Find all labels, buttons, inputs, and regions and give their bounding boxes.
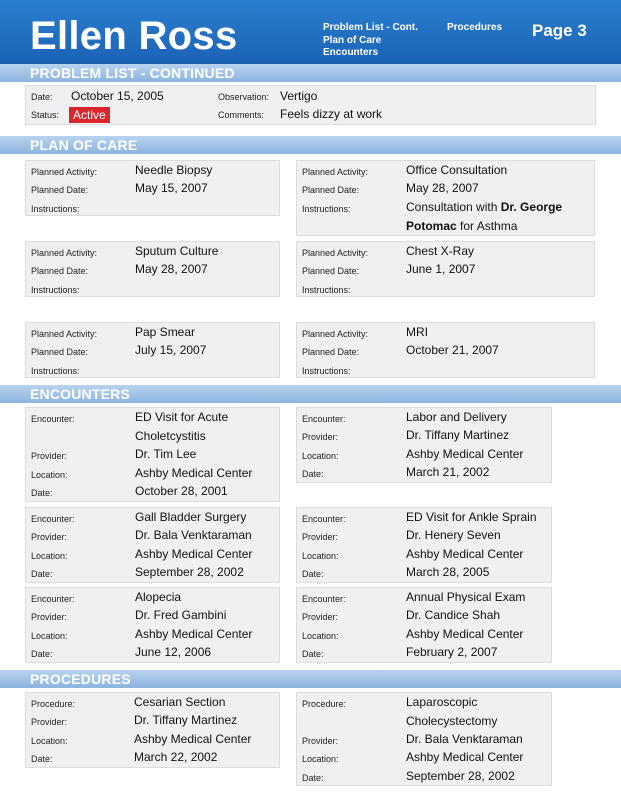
- planned-activity-label: Planned Activity:: [31, 329, 98, 339]
- section-title: PROBLEM LIST - CONTINUED: [30, 65, 235, 81]
- status-label: Status:: [31, 110, 60, 120]
- location-label: Location:: [31, 631, 68, 641]
- section-header-procedures: [0, 670, 621, 688]
- planned-activity-label: Planned Activity:: [302, 167, 369, 177]
- planned-date: May 15, 2007: [135, 181, 208, 195]
- comments-label: Comments:: [218, 110, 265, 120]
- page-header: [0, 0, 621, 64]
- procedure-card: [296, 692, 552, 786]
- encounter-name: Annual Physical Exam: [406, 590, 526, 604]
- section-title: PROCEDURES: [30, 671, 131, 687]
- plan-card: [296, 160, 595, 236]
- problem-card: [25, 85, 596, 125]
- patient-name: Ellen Ross: [30, 14, 238, 58]
- section-header-problem-list: [0, 64, 621, 82]
- encounter-name: Alopecia: [135, 590, 182, 604]
- plan-card: [25, 322, 280, 378]
- location-value: Ashby Medical Center: [406, 627, 524, 641]
- date-label: Date:: [302, 569, 324, 579]
- date-label: Date:: [31, 649, 53, 659]
- procedure-label: Procedure:: [302, 699, 347, 709]
- provider-value: Dr. Bala Venktaraman: [406, 732, 523, 746]
- plan-card: [296, 241, 595, 297]
- location-value: Ashby Medical Center: [135, 627, 253, 641]
- location-value: Ashby Medical Center: [406, 547, 524, 561]
- provider-value: Dr. Candice Shah: [406, 608, 501, 622]
- date-label: Date:: [31, 569, 53, 579]
- location-label: Location:: [302, 551, 339, 561]
- location-label: Location:: [31, 551, 68, 561]
- provider-label: Provider:: [31, 532, 68, 542]
- date-label: Date:: [302, 649, 324, 659]
- encounter-label: Encounter:: [31, 514, 75, 524]
- planned-date-label: Planned Date:: [302, 185, 360, 195]
- nav-link-procedures[interactable]: Procedures: [447, 22, 503, 33]
- encounter-label: Encounter:: [31, 414, 75, 424]
- date-value: September 28, 2002: [406, 769, 515, 783]
- planned-activity: MRI: [406, 325, 428, 339]
- encounter-card: [296, 587, 552, 663]
- planned-activity: Office Consultation: [406, 163, 508, 177]
- date-label: Date:: [31, 92, 53, 102]
- procedure-card: [25, 692, 280, 768]
- planned-date-label: Planned Date:: [31, 266, 89, 276]
- date-value: October 28, 2001: [135, 484, 228, 498]
- nav-link-encounters[interactable]: Encounters: [323, 47, 379, 58]
- date-value: February 2, 2007: [406, 645, 498, 659]
- encounter-card: [25, 507, 280, 583]
- section-header-plan-of-care: [0, 136, 621, 154]
- nav-link-problem-list[interactable]: Problem List - Cont.: [323, 22, 418, 33]
- location-label: Location:: [31, 736, 68, 746]
- planned-date: May 28, 2007: [135, 262, 208, 276]
- encounter-name: Gall Bladder Surgery: [135, 510, 247, 524]
- date-label: Date:: [31, 754, 53, 764]
- instructions-label: Instructions:: [31, 366, 80, 376]
- page-number: Page 3: [532, 21, 587, 40]
- date-value: March 22, 2002: [134, 750, 218, 764]
- provider-value: Dr. Tiffany Martinez: [134, 713, 238, 727]
- provider-value: Dr. Henery Seven: [406, 528, 501, 542]
- encounter-label: Encounter:: [302, 514, 346, 524]
- provider-label: Provider:: [302, 736, 339, 746]
- planned-activity-label: Planned Activity:: [302, 248, 369, 258]
- instructions-label: Instructions:: [302, 204, 351, 214]
- encounter-label: Encounter:: [31, 594, 75, 604]
- planned-activity-label: Planned Activity:: [302, 329, 369, 339]
- planned-activity: Pap Smear: [135, 325, 196, 339]
- comments-value: Feels dizzy at work: [280, 107, 383, 121]
- date-label: Date:: [31, 488, 53, 498]
- location-label: Location:: [302, 451, 339, 461]
- provider-label: Provider:: [302, 432, 339, 442]
- planned-date: May 28, 2007: [406, 181, 479, 195]
- provider-value: Dr. Tim Lee: [135, 447, 197, 461]
- location-value: Ashby Medical Center: [406, 447, 524, 461]
- date-value: March 28, 2005: [406, 565, 490, 579]
- provider-label: Provider:: [302, 612, 339, 622]
- instructions-label: Instructions:: [302, 285, 351, 295]
- encounter-card: [25, 407, 280, 502]
- planned-date: July 15, 2007: [135, 343, 207, 357]
- location-value: Ashby Medical Center: [135, 547, 253, 561]
- date-label: Date:: [302, 773, 324, 783]
- provider-label: Provider:: [31, 612, 68, 622]
- planned-date-label: Planned Date:: [302, 266, 360, 276]
- provider-value: Dr. Fred Gambini: [135, 608, 227, 622]
- planned-date-label: Planned Date:: [31, 347, 89, 357]
- encounter-name: Labor and Delivery: [406, 410, 507, 424]
- section-title: PLAN OF CARE: [30, 137, 138, 153]
- encounter-card: [296, 507, 552, 583]
- observation-value: Vertigo: [280, 89, 318, 103]
- instructions-label: Instructions:: [302, 366, 351, 376]
- planned-activity-label: Planned Activity:: [31, 248, 98, 258]
- location-value: Ashby Medical Center: [135, 466, 253, 480]
- procedure-name: Cesarian Section: [134, 695, 226, 709]
- instructions-label: Instructions:: [31, 204, 80, 214]
- encounter-card: [296, 407, 552, 483]
- planned-activity-label: Planned Activity:: [31, 167, 98, 177]
- provider-label: Provider:: [31, 451, 68, 461]
- procedure-label: Procedure:: [31, 699, 76, 709]
- plan-card: [25, 160, 280, 216]
- status-badge: Active: [69, 107, 110, 123]
- planned-activity: Needle Biopsy: [135, 163, 213, 177]
- provider-label: Provider:: [31, 717, 68, 727]
- planned-date-label: Planned Date:: [31, 185, 89, 195]
- provider-value: Dr. Tiffany Martinez: [406, 428, 510, 442]
- planned-activity: Sputum Culture: [135, 244, 219, 258]
- section-header-encounters: [0, 385, 621, 403]
- problem-date: October 15, 2005: [71, 89, 164, 103]
- location-value: Ashby Medical Center: [134, 732, 252, 746]
- date-value: June 12, 2006: [135, 645, 212, 659]
- observation-label: Observation:: [218, 92, 270, 102]
- procedure-name: Laparoscopic Cholecystectomy: [406, 695, 498, 728]
- location-value: Ashby Medical Center: [406, 750, 524, 764]
- location-label: Location:: [31, 470, 68, 480]
- planned-date: June 1, 2007: [406, 262, 476, 276]
- location-label: Location:: [302, 631, 339, 641]
- section-title: ENCOUNTERS: [30, 386, 131, 402]
- encounter-name: ED Visit for Ankle Sprain: [406, 510, 537, 524]
- instructions-label: Instructions:: [31, 285, 80, 295]
- encounter-label: Encounter:: [302, 594, 346, 604]
- planned-activity: Chest X-Ray: [406, 244, 475, 258]
- encounter-card: [25, 587, 280, 663]
- planned-date: October 21, 2007: [406, 343, 499, 357]
- instructions-value: Consultation with Dr. George Potomac for Asthma: [406, 200, 563, 233]
- nav-link-plan-of-care[interactable]: Plan of Care: [323, 34, 382, 46]
- location-label: Location:: [302, 754, 339, 764]
- date-label: Date:: [302, 469, 324, 479]
- encounter-name: ED Visit for Acute Choletcystitis: [135, 410, 229, 443]
- date-value: March 21, 2002: [406, 465, 490, 479]
- plan-card: [296, 322, 595, 378]
- section-nav: [323, 22, 418, 60]
- provider-label: Provider:: [302, 532, 339, 542]
- plan-card: [25, 241, 280, 297]
- encounter-label: Encounter:: [302, 414, 346, 424]
- date-value: September 28, 2002: [135, 565, 244, 579]
- planned-date-label: Planned Date:: [302, 347, 360, 357]
- provider-value: Dr. Bala Venktaraman: [135, 528, 252, 542]
